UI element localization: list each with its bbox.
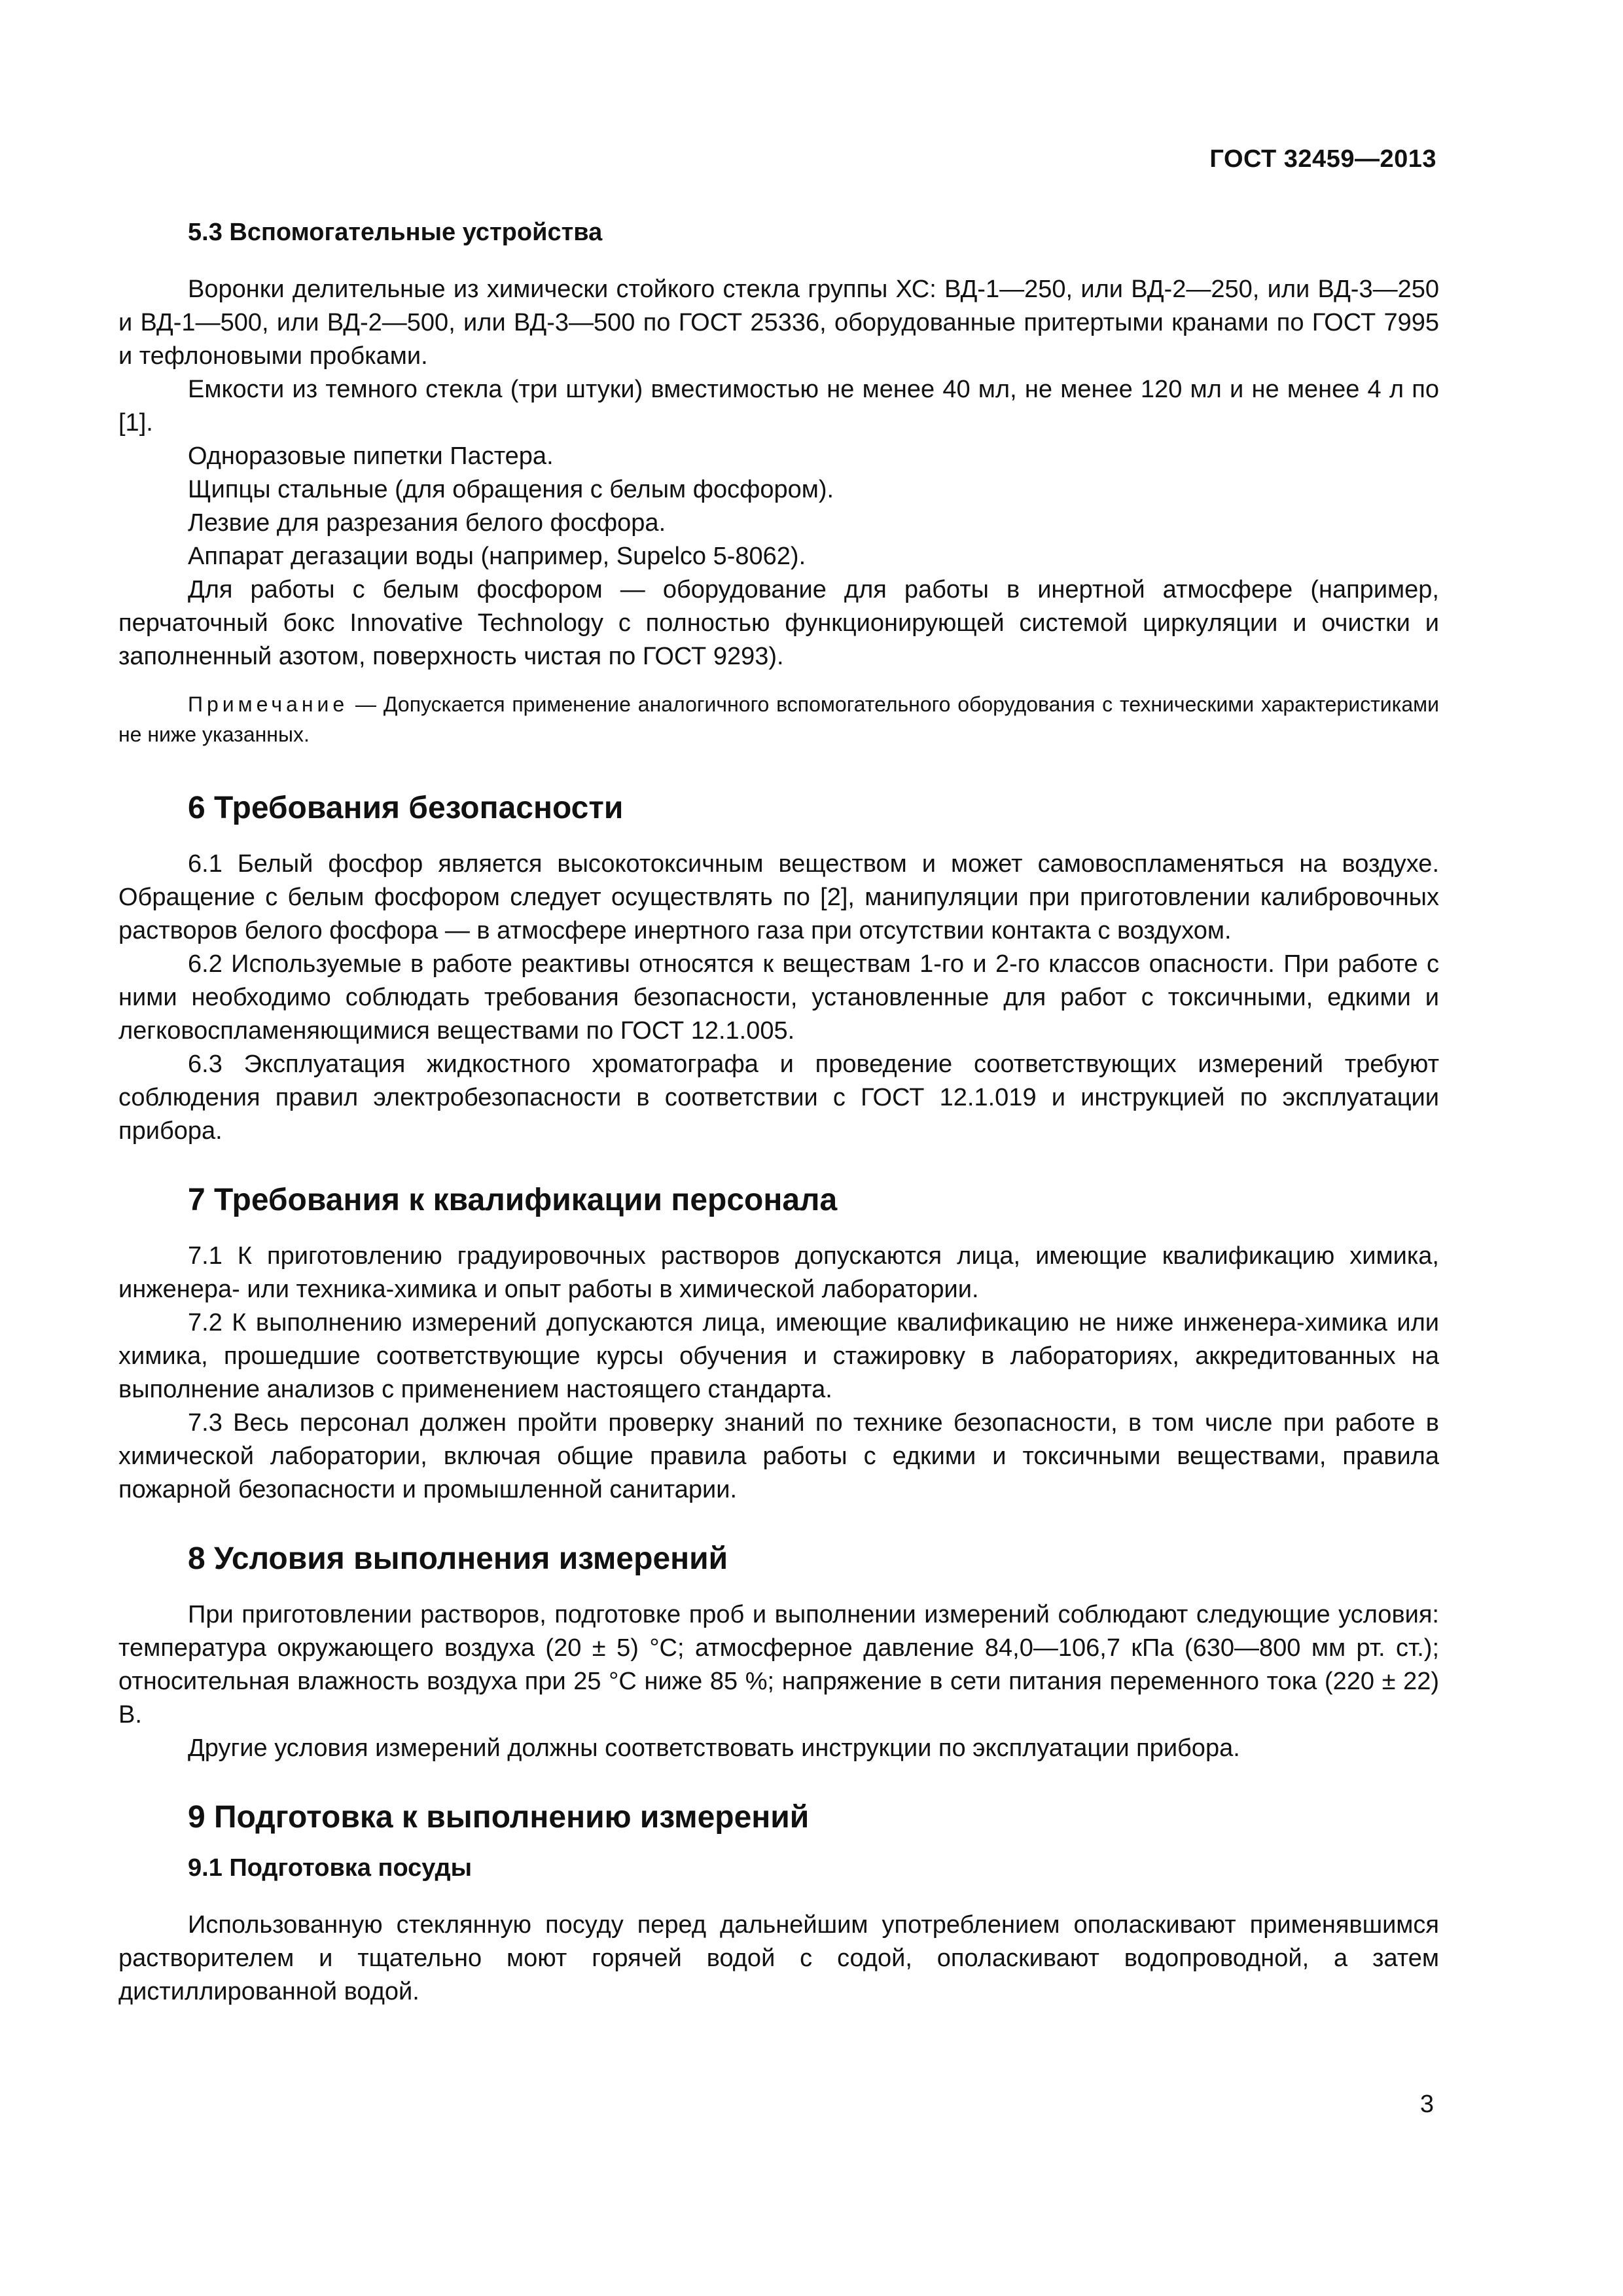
paragraph: Использованную стеклянную посуду перед дальнейшим употреблением ополаскивают применявшимся растворителем и тщательно моют горячей водой с содой, ополаскивают водопроводной, а затем дистиллированной водой. bbox=[118, 1911, 1439, 2005]
section-7-title: 7 Требования к квалификации персонала bbox=[188, 1183, 838, 1217]
section-6-title: 6 Требования безопасности bbox=[188, 791, 624, 825]
paragraph: Другие условия измерений должны соответствовать инструкции по эксплуатации прибора. bbox=[188, 1734, 1240, 1762]
section-8-title: 8 Условия выполнения измерений bbox=[188, 1541, 728, 1576]
page-content bbox=[118, 216, 1439, 2009]
paragraph: Лезвие для разрезания белого фосфора. bbox=[188, 509, 666, 537]
note bbox=[118, 689, 1439, 749]
paragraph: 6.2 Используемые в работе реактивы относятся к веществам 1-го и 2-го классов опасности. При работе с ними необходимо соблюдать требования безопасности, установленные для работ с токсичными, едкими и легковоспламеняющимися веществами по ГОСТ 12.1.005. bbox=[118, 950, 1439, 1045]
paragraph: Для работы с белым фосфором — оборудование для работы в инертной атмосфере (например, перчаточный бокс Innovative Technology с полностью функционирующей системой циркуляции и очистки и заполненный азотом, поверхность чистая по ГОСТ 9293). bbox=[118, 576, 1439, 670]
paragraph: 7.2 К выполнению измерений допускаются лица, имеющие квалификацию не ниже инженера-химика или химика, прошедшие соответствующие курсы обучения и стажировку в лабораториях, аккредитованных на выполнение анализов с применением настоящего стандарта. bbox=[118, 1309, 1439, 1403]
page-number: 3 bbox=[1419, 2090, 1434, 2118]
paragraph: 6.3 Эксплуатация жидкостного хроматографа и проведение соответствующих измерений требуют соблюдения правил электробезопасности в соответствии с ГОСТ 12.1.019 и инструкцией по эксплуатации прибора. bbox=[118, 1050, 1439, 1145]
paragraph: 7.1 К приготовлению градуировочных растворов допускаются лица, имеющие квалификацию химика, инженера- или техника-химика и опыт работы в химической лаборатории. bbox=[118, 1242, 1439, 1303]
paragraph: Емкости из темного стекла (три штуки) вместимостью не менее 40 мл, не менее 120 мл и не менее 4 л по [1]. bbox=[118, 376, 1439, 437]
note-text: — Допускается применение аналогичного вспомогательного оборудования с техническими характеристиками не ниже указанных. bbox=[118, 692, 1439, 746]
paragraph: 6.1 Белый фосфор является высокотоксичным веществом и может самовоспламеняться на воздухе. Обращение с белым фосфором следует осуществлять по [2], манипуляции при приготовлении калибровочных растворов белого фосфора — в атмосфере инертного газа при отсутствии контакта с воздухом. bbox=[118, 850, 1439, 944]
paragraph: Одноразовые пипетки Пастера. bbox=[188, 442, 554, 470]
note-label: Примечание bbox=[188, 692, 349, 716]
paragraph: Аппарат дегазации воды (например, Supelco 5-8062). bbox=[188, 543, 806, 570]
paragraph: 7.3 Весь персонал должен пройти проверку знаний по технике безопасности, в том числе при работе в химической лаборатории, включая общие правила работы с едкими и токсичными веществами, правила пожарной безопасности и промышленной санитарии. bbox=[118, 1409, 1439, 1503]
section-9-1-title: 9.1 Подготовка посуды bbox=[188, 1854, 473, 1882]
section-9-title: 9 Подготовка к выполнению измерений bbox=[188, 1800, 810, 1835]
paragraph: При приготовлении растворов, подготовке проб и выполнении измерений соблюдают следующие условия: температура окружающего воздуха (20 ± 5) °С; атмосферное давление 84,0—106,7 кПа (630—800 мм рт. ст.); относительная влажность воздуха при 25 °С ниже 85 %; напряжение в сети питания переменного тока (220 ± 22) В. bbox=[118, 1601, 1439, 1729]
document-code: ГОСТ 32459—2013 bbox=[1209, 145, 1436, 173]
section-5-3-title: 5.3 Вспомогательные устройства bbox=[188, 219, 603, 246]
paragraph: Щипцы стальные (для обращения с белым фосфором). bbox=[188, 476, 834, 503]
paragraph: Воронки делительные из химически стойкого стекла группы ХС: ВД-1—250, или ВД-2—250, или ВД-3—250 и ВД-1—500, или ВД-2—500, или ВД-3—500 по ГОСТ 25336, оборудованные притертыми кранами по ГОСТ 7995 и тефлоновыми пробками. bbox=[118, 276, 1439, 370]
